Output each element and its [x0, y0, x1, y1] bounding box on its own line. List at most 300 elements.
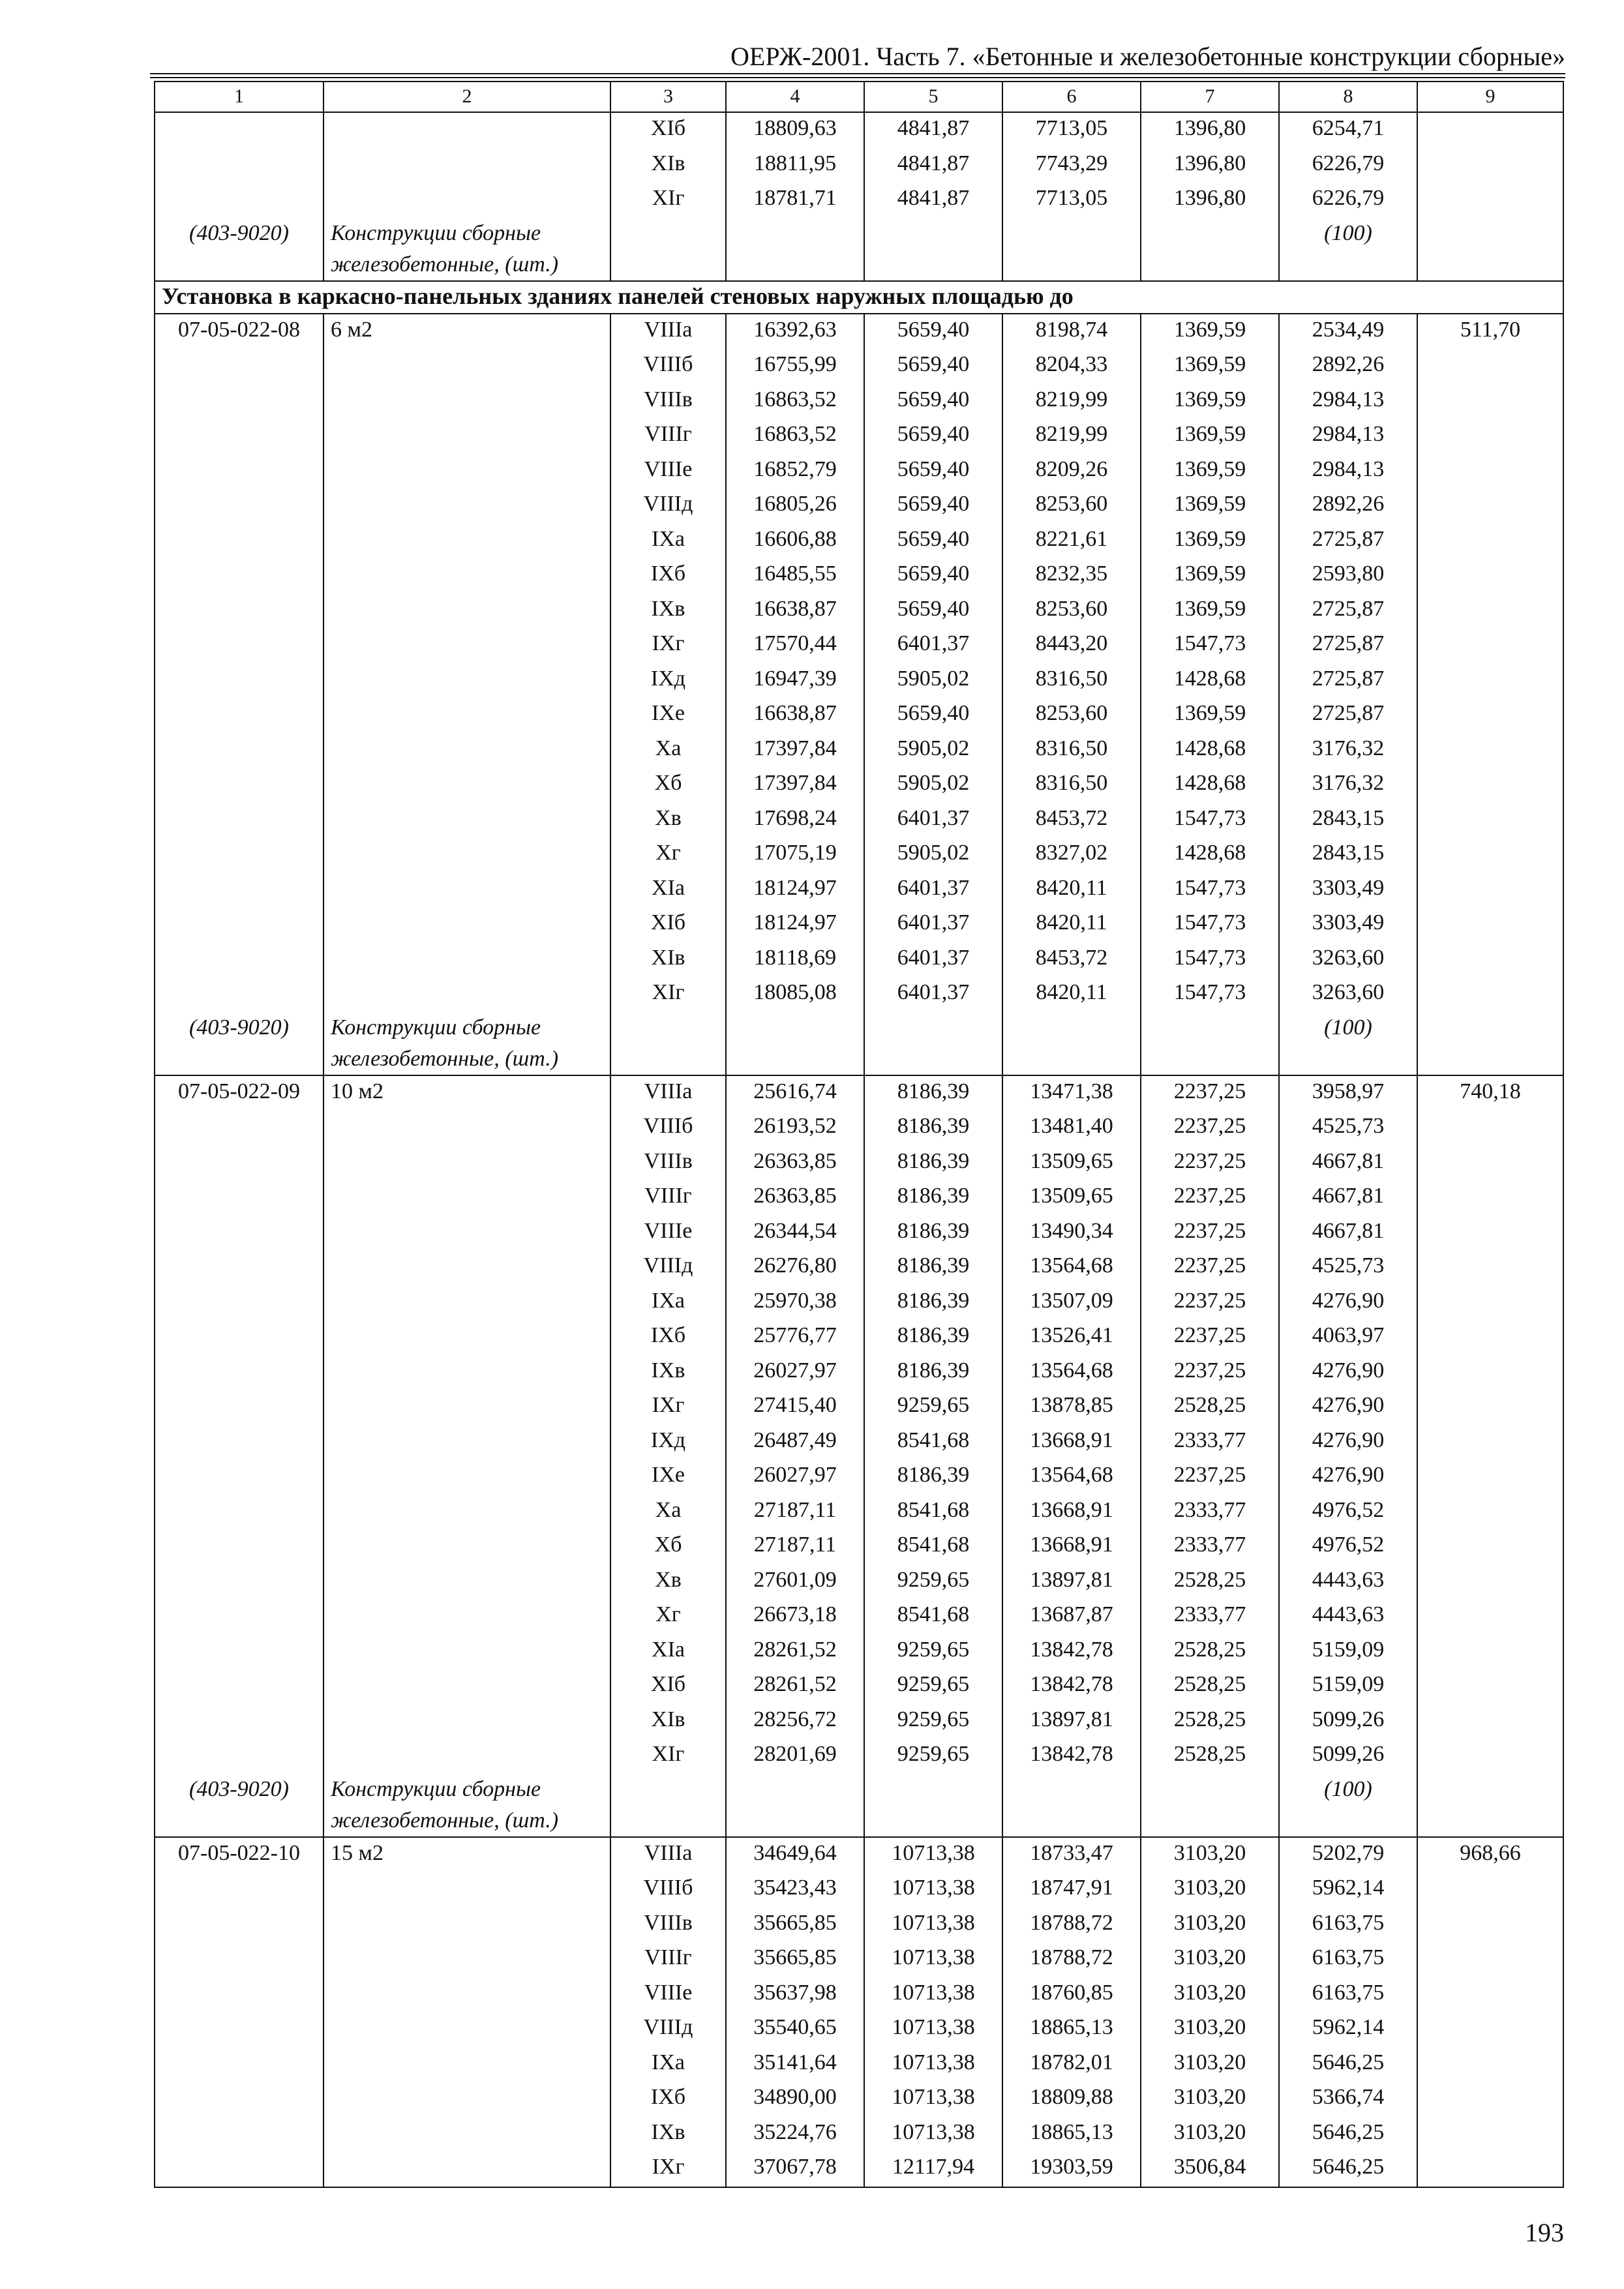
group-code-cell: IXд — [610, 663, 726, 698]
machine-cost-cell: 18747,91 — [1002, 1872, 1141, 1908]
machine-cost-cell: 13668,91 — [1002, 1425, 1141, 1460]
empty-cell — [726, 218, 864, 281]
empty-cell — [1417, 419, 1563, 454]
machine-cost-cell: 18733,47 — [1002, 1837, 1141, 1873]
group-code-cell: VIIIв — [610, 384, 726, 419]
total-cost-cell: 35141,64 — [726, 2047, 864, 2082]
labor-cost-cell: 9259,65 — [864, 1704, 1002, 1739]
labor-cost-cell: 5659,40 — [864, 698, 1002, 733]
rates-table — [154, 81, 1564, 2188]
empty-cell — [323, 1872, 610, 1908]
machine-cost-cell: 13668,91 — [1002, 1529, 1141, 1564]
labor-cost-cell: 12117,94 — [864, 2151, 1002, 2187]
empty-cell — [610, 1012, 726, 1075]
empty-cell — [323, 2117, 610, 2152]
empty-cell — [726, 1774, 864, 1837]
resource-code: (403-9020) — [155, 1012, 323, 1075]
machinist-wages-cell: 2237,25 — [1141, 1216, 1279, 1251]
machinist-wages-cell: 2237,25 — [1141, 1459, 1279, 1495]
empty-cell — [155, 1425, 323, 1460]
empty-cell — [1417, 1320, 1563, 1355]
material-cost-cell: 5099,26 — [1279, 1739, 1417, 1774]
empty-cell — [155, 524, 323, 559]
empty-cell — [323, 1320, 610, 1355]
table-row — [155, 1908, 1563, 1943]
empty-cell — [155, 488, 323, 524]
machinist-wages-cell: 3103,20 — [1141, 1837, 1279, 1873]
labor-cost-cell: 8186,39 — [864, 1355, 1002, 1390]
empty-cell — [155, 2047, 323, 2082]
column-number: 6 — [1002, 82, 1141, 112]
total-cost-cell: 35665,85 — [726, 1942, 864, 1977]
total-cost-cell: 35540,65 — [726, 2012, 864, 2047]
machinist-wages-cell: 2333,77 — [1141, 1495, 1279, 1530]
total-cost-cell: 37067,78 — [726, 2151, 864, 2187]
empty-cell — [1417, 1704, 1563, 1739]
resource-qty: (100) — [1279, 1774, 1417, 1837]
empty-cell — [323, 1564, 610, 1600]
empty-cell — [1417, 488, 1563, 524]
empty-cell — [155, 419, 323, 454]
labor-cost-cell: 8541,68 — [864, 1495, 1002, 1530]
column-number: 3 — [610, 82, 726, 112]
machinist-wages-cell: 1428,68 — [1141, 768, 1279, 803]
material-cost-cell: 2725,87 — [1279, 593, 1417, 629]
total-cost-cell: 26027,97 — [726, 1355, 864, 1390]
column-number: 9 — [1417, 82, 1563, 112]
group-code-cell: VIIIв — [610, 1146, 726, 1181]
material-cost-cell: 6163,75 — [1279, 1908, 1417, 1943]
empty-cell — [1417, 1634, 1563, 1669]
total-cost-cell: 27187,11 — [726, 1529, 864, 1564]
material-cost-cell: 4276,90 — [1279, 1285, 1417, 1321]
table-row — [155, 1872, 1563, 1908]
group-code-cell: VIIIa — [610, 314, 726, 350]
total-cost-cell: 18124,97 — [726, 873, 864, 908]
total-cost-cell: 16392,63 — [726, 314, 864, 350]
empty-cell — [323, 1942, 610, 1977]
total-cost-cell: 16947,39 — [726, 663, 864, 698]
table-row — [155, 593, 1563, 629]
labor-cost-cell: 10713,38 — [864, 2117, 1002, 2152]
table-row — [155, 1285, 1563, 1321]
machinist-wages-cell: 1547,73 — [1141, 942, 1279, 978]
total-cost-cell: 26276,80 — [726, 1250, 864, 1285]
machine-cost-cell: 13668,91 — [1002, 1495, 1141, 1530]
empty-cell — [1417, 2047, 1563, 2082]
empty-cell — [1417, 1012, 1563, 1075]
machinist-wages-cell: 1396,80 — [1141, 148, 1279, 183]
empty-cell — [610, 1774, 726, 1837]
machine-cost-cell: 13878,85 — [1002, 1390, 1141, 1425]
resource-qty: (100) — [1279, 1012, 1417, 1075]
machinist-wages-cell: 2237,25 — [1141, 1250, 1279, 1285]
empty-cell — [1417, 1146, 1563, 1181]
machinist-wages-cell: 1428,68 — [1141, 837, 1279, 873]
machinist-wages-cell: 2237,25 — [1141, 1180, 1279, 1216]
group-code-cell: XIa — [610, 1634, 726, 1669]
group-code-cell: VIIIд — [610, 488, 726, 524]
table-row — [155, 2047, 1563, 2082]
table-row — [155, 942, 1563, 978]
total-cost-cell: 35637,98 — [726, 1977, 864, 2012]
empty-cell — [1417, 1111, 1563, 1146]
empty-cell — [1417, 1669, 1563, 1704]
material-cost-cell: 2725,87 — [1279, 663, 1417, 698]
machinist-wages-cell: 3103,20 — [1141, 2117, 1279, 2152]
empty-cell — [1417, 349, 1563, 384]
machinist-wages-cell: 3103,20 — [1141, 2012, 1279, 2047]
table-row — [155, 1459, 1563, 1495]
empty-cell — [1417, 628, 1563, 663]
empty-cell — [323, 183, 610, 218]
labor-cost-cell: 5659,40 — [864, 593, 1002, 629]
material-cost-cell: 5646,25 — [1279, 2047, 1417, 2082]
empty-cell — [726, 1012, 864, 1075]
material-cost-cell: 2593,80 — [1279, 558, 1417, 593]
empty-cell — [1417, 2151, 1563, 2187]
group-code-cell: XIв — [610, 942, 726, 978]
resource-name — [323, 1774, 610, 1837]
table-row — [155, 663, 1563, 698]
empty-cell — [1417, 148, 1563, 183]
material-cost-cell: 4667,81 — [1279, 1216, 1417, 1251]
empty-cell — [323, 1669, 610, 1704]
empty-cell — [155, 733, 323, 768]
table-row — [155, 384, 1563, 419]
labor-cost-cell: 5905,02 — [864, 768, 1002, 803]
empty-cell — [155, 698, 323, 733]
table-row — [155, 1564, 1563, 1600]
empty-cell — [1417, 112, 1563, 148]
group-code-cell: VIIIe — [610, 1977, 726, 2012]
labor-cost-cell: 4841,87 — [864, 112, 1002, 148]
labor-cost-cell: 8186,39 — [864, 1320, 1002, 1355]
material-cost-cell: 6226,79 — [1279, 183, 1417, 218]
labor-cost-cell: 5659,40 — [864, 314, 1002, 350]
total-cost-cell: 17075,19 — [726, 837, 864, 873]
labor-cost-cell: 5659,40 — [864, 454, 1002, 489]
machinist-wages-cell: 3103,20 — [1141, 2082, 1279, 2117]
column-number: 2 — [323, 82, 610, 112]
material-cost-cell: 5099,26 — [1279, 1704, 1417, 1739]
total-cost-cell: 16863,52 — [726, 419, 864, 454]
group-code-cell: Xб — [610, 768, 726, 803]
labor-cost-cell: 5905,02 — [864, 663, 1002, 698]
machine-cost-cell: 8219,99 — [1002, 419, 1141, 454]
table-row — [155, 1739, 1563, 1774]
empty-cell — [323, 1599, 610, 1634]
empty-cell — [1417, 663, 1563, 698]
machine-cost-cell: 8209,26 — [1002, 454, 1141, 489]
total-cost-cell: 16638,87 — [726, 698, 864, 733]
machine-cost-cell: 8453,72 — [1002, 803, 1141, 838]
empty-cell — [323, 977, 610, 1012]
total-cost-cell: 16852,79 — [726, 454, 864, 489]
empty-cell — [323, 488, 610, 524]
empty-cell — [323, 942, 610, 978]
empty-cell — [1417, 593, 1563, 629]
material-cost-cell: 3958,97 — [1279, 1075, 1417, 1111]
labor-cost-cell: 6401,37 — [864, 803, 1002, 838]
labor-cost-cell: 8186,39 — [864, 1111, 1002, 1146]
empty-cell — [155, 1564, 323, 1600]
group-code-cell: XIв — [610, 148, 726, 183]
material-cost-cell: 3176,32 — [1279, 733, 1417, 768]
empty-cell — [1417, 1495, 1563, 1530]
table-row — [155, 1669, 1563, 1704]
group-code-cell: IXe — [610, 698, 726, 733]
column-number: 4 — [726, 82, 864, 112]
empty-cell — [323, 2047, 610, 2082]
machine-cost-cell: 8316,50 — [1002, 663, 1141, 698]
table-row — [155, 698, 1563, 733]
rate-code: 07-05-022-09 — [155, 1075, 323, 1111]
material-cost-cell: 2534,49 — [1279, 314, 1417, 350]
group-code-cell: VIIIe — [610, 1216, 726, 1251]
group-code-cell: Xг — [610, 1599, 726, 1634]
empty-cell — [155, 837, 323, 873]
empty-cell — [1417, 1180, 1563, 1216]
header-rule — [150, 73, 1565, 74]
labor-cost-cell: 6401,37 — [864, 907, 1002, 942]
labor-cost-cell: 8186,39 — [864, 1180, 1002, 1216]
resource-row — [155, 1774, 1563, 1837]
machinist-wages-cell: 1369,59 — [1141, 524, 1279, 559]
group-code-cell: Xв — [610, 1564, 726, 1600]
material-cost-cell: 3263,60 — [1279, 977, 1417, 1012]
empty-cell — [155, 349, 323, 384]
machine-cost-cell: 13564,68 — [1002, 1250, 1141, 1285]
total-cost-cell: 27187,11 — [726, 1495, 864, 1530]
machinist-wages-cell: 1369,59 — [1141, 488, 1279, 524]
table-row — [155, 1111, 1563, 1146]
table-row — [155, 1390, 1563, 1425]
labor-cost-cell: 6401,37 — [864, 942, 1002, 978]
material-cost-cell: 4525,73 — [1279, 1250, 1417, 1285]
group-code-cell: IXe — [610, 1459, 726, 1495]
table-row — [155, 803, 1563, 838]
labor-cost-cell: 9259,65 — [864, 1634, 1002, 1669]
resource-name-line: железобетонные, (шт.) — [331, 1046, 559, 1071]
machine-cost-cell: 7743,29 — [1002, 148, 1141, 183]
machine-cost-cell: 18809,88 — [1002, 2082, 1141, 2117]
machinist-wages-cell: 2528,25 — [1141, 1739, 1279, 1774]
resource-code: (403-9020) — [155, 1774, 323, 1837]
group-code-cell: Xг — [610, 837, 726, 873]
machine-cost-cell: 8221,61 — [1002, 524, 1141, 559]
total-cost-cell: 16755,99 — [726, 349, 864, 384]
material-cost-cell: 4276,90 — [1279, 1459, 1417, 1495]
empty-cell — [323, 1111, 610, 1146]
total-cost-cell: 18811,95 — [726, 148, 864, 183]
table-row — [155, 1634, 1563, 1669]
machinist-wages-cell: 2333,77 — [1141, 1529, 1279, 1564]
material-cost-cell: 3176,32 — [1279, 768, 1417, 803]
material-cost-cell: 5202,79 — [1279, 1837, 1417, 1873]
labor-cost-cell: 10713,38 — [864, 1872, 1002, 1908]
empty-cell — [1417, 1872, 1563, 1908]
empty-cell — [1417, 218, 1563, 281]
empty-cell — [155, 1111, 323, 1146]
machinist-wages-cell: 1369,59 — [1141, 558, 1279, 593]
group-code-cell: IXг — [610, 628, 726, 663]
material-cost-cell: 5159,09 — [1279, 1634, 1417, 1669]
empty-cell — [1417, 1459, 1563, 1495]
material-cost-cell: 3303,49 — [1279, 907, 1417, 942]
table-row — [155, 488, 1563, 524]
empty-cell — [1417, 1355, 1563, 1390]
empty-cell — [323, 663, 610, 698]
machinist-wages-cell: 1369,59 — [1141, 593, 1279, 629]
empty-cell — [323, 1180, 610, 1216]
empty-cell — [155, 768, 323, 803]
machine-cost-cell: 13842,78 — [1002, 1669, 1141, 1704]
group-code-cell: XIг — [610, 1739, 726, 1774]
table-row — [155, 873, 1563, 908]
empty-cell — [1417, 907, 1563, 942]
empty-cell — [155, 2117, 323, 2152]
labor-cost-cell: 9259,65 — [864, 1669, 1002, 1704]
material-cost-cell: 2725,87 — [1279, 698, 1417, 733]
labor-cost-cell: 5659,40 — [864, 384, 1002, 419]
empty-cell — [155, 1320, 323, 1355]
empty-cell — [155, 2151, 323, 2187]
group-code-cell: VIIIв — [610, 1908, 726, 1943]
machinist-wages-cell: 3103,20 — [1141, 1908, 1279, 1943]
table-row — [155, 1146, 1563, 1181]
machinist-wages-cell: 3103,20 — [1141, 1977, 1279, 2012]
labor-cost-cell: 5905,02 — [864, 837, 1002, 873]
group-code-cell: IXб — [610, 2082, 726, 2117]
machinist-wages-cell: 2237,25 — [1141, 1111, 1279, 1146]
resource-name-line: железобетонные, (шт.) — [331, 252, 559, 277]
table-row — [155, 1180, 1563, 1216]
empty-cell — [323, 384, 610, 419]
material-cost-cell: 4976,52 — [1279, 1495, 1417, 1530]
resource-name-line: Конструкции сборные — [331, 1776, 541, 1801]
machine-cost-cell: 18788,72 — [1002, 1942, 1141, 1977]
labor-cost-cell: 5659,40 — [864, 488, 1002, 524]
material-cost-cell: 4063,97 — [1279, 1320, 1417, 1355]
total-cost-cell: 26673,18 — [726, 1599, 864, 1634]
labor-cost-cell: 8186,39 — [864, 1075, 1002, 1111]
machine-cost-cell: 8420,11 — [1002, 907, 1141, 942]
labor-cost-cell: 6401,37 — [864, 977, 1002, 1012]
empty-cell — [1417, 942, 1563, 978]
labor-cost-cell: 8186,39 — [864, 1459, 1002, 1495]
rates-table-body — [155, 82, 1563, 2187]
total-cost-cell: 26193,52 — [726, 1111, 864, 1146]
table-row — [155, 1837, 1563, 1873]
machine-cost-cell: 13471,38 — [1002, 1075, 1141, 1111]
empty-cell — [323, 803, 610, 838]
machinist-wages-cell: 3103,20 — [1141, 1942, 1279, 1977]
empty-cell — [1417, 873, 1563, 908]
empty-cell — [323, 1250, 610, 1285]
table-row — [155, 1355, 1563, 1390]
labor-cost-cell: 8186,39 — [864, 1216, 1002, 1251]
material-cost-cell: 6163,75 — [1279, 1942, 1417, 1977]
total-cost-cell: 18809,63 — [726, 112, 864, 148]
empty-cell — [155, 663, 323, 698]
total-cost-cell: 17570,44 — [726, 628, 864, 663]
machine-cost-cell: 13509,65 — [1002, 1180, 1141, 1216]
empty-cell — [323, 349, 610, 384]
machine-cost-cell: 7713,05 — [1002, 183, 1141, 218]
total-cost-cell: 16863,52 — [726, 384, 864, 419]
empty-cell — [155, 1739, 323, 1774]
empty-cell — [1417, 1425, 1563, 1460]
group-code-cell: VIIIб — [610, 1872, 726, 1908]
material-cost-cell: 5962,14 — [1279, 2012, 1417, 2047]
empty-cell — [1417, 1250, 1563, 1285]
group-code-cell: IXв — [610, 593, 726, 629]
total-cost-cell: 18124,97 — [726, 907, 864, 942]
labor-cost-cell: 10713,38 — [864, 1977, 1002, 2012]
empty-cell — [1417, 454, 1563, 489]
empty-cell — [1417, 1774, 1563, 1837]
group-code-cell: VIIIa — [610, 1075, 726, 1111]
material-cost-cell: 5159,09 — [1279, 1669, 1417, 1704]
empty-cell — [1417, 1908, 1563, 1943]
table-row — [155, 977, 1563, 1012]
empty-cell — [323, 907, 610, 942]
empty-cell — [1141, 218, 1279, 281]
labor-cost-cell: 9259,65 — [864, 1739, 1002, 1774]
machine-cost-cell: 13507,09 — [1002, 1285, 1141, 1321]
machinist-wages-cell: 2237,25 — [1141, 1075, 1279, 1111]
empty-cell — [1417, 524, 1563, 559]
rate-unit: 10 м2 — [323, 1075, 610, 1111]
machine-cost-cell: 8219,99 — [1002, 384, 1141, 419]
total-cost-cell: 35423,43 — [726, 1872, 864, 1908]
empty-cell — [155, 628, 323, 663]
empty-cell — [323, 1459, 610, 1495]
material-cost-cell: 2725,87 — [1279, 524, 1417, 559]
machine-cost-cell: 13687,87 — [1002, 1599, 1141, 1634]
empty-cell — [323, 1529, 610, 1564]
machine-cost-cell: 19303,59 — [1002, 2151, 1141, 2187]
labor-cost-cell: 10713,38 — [864, 1908, 1002, 1943]
empty-cell — [323, 837, 610, 873]
labor-cost-cell: 10713,38 — [864, 1942, 1002, 1977]
empty-cell — [1417, 1739, 1563, 1774]
group-code-cell: VIIIб — [610, 1111, 726, 1146]
empty-cell — [864, 218, 1002, 281]
total-cost-cell: 26344,54 — [726, 1216, 864, 1251]
page-number: 193 — [1525, 2218, 1564, 2247]
section-heading: Установка в каркасно-панельных зданиях панелей стеновых наружных площадью до — [155, 281, 1563, 314]
machine-cost-cell: 8420,11 — [1002, 873, 1141, 908]
empty-cell — [610, 218, 726, 281]
machinist-wages-cell: 1369,59 — [1141, 454, 1279, 489]
labor-hours-cell: 511,70 — [1417, 314, 1563, 350]
empty-cell — [323, 1739, 610, 1774]
machinist-wages-cell: 3103,20 — [1141, 2047, 1279, 2082]
group-code-cell: XIб — [610, 907, 726, 942]
empty-cell — [1417, 1529, 1563, 1564]
machinist-wages-cell: 3506,84 — [1141, 2151, 1279, 2187]
resource-name — [323, 1012, 610, 1075]
column-number: 5 — [864, 82, 1002, 112]
empty-cell — [1417, 1942, 1563, 1977]
empty-cell — [155, 384, 323, 419]
machine-cost-cell: 18782,01 — [1002, 2047, 1141, 2082]
empty-cell — [155, 1250, 323, 1285]
empty-cell — [155, 1529, 323, 1564]
machine-cost-cell: 8316,50 — [1002, 733, 1141, 768]
